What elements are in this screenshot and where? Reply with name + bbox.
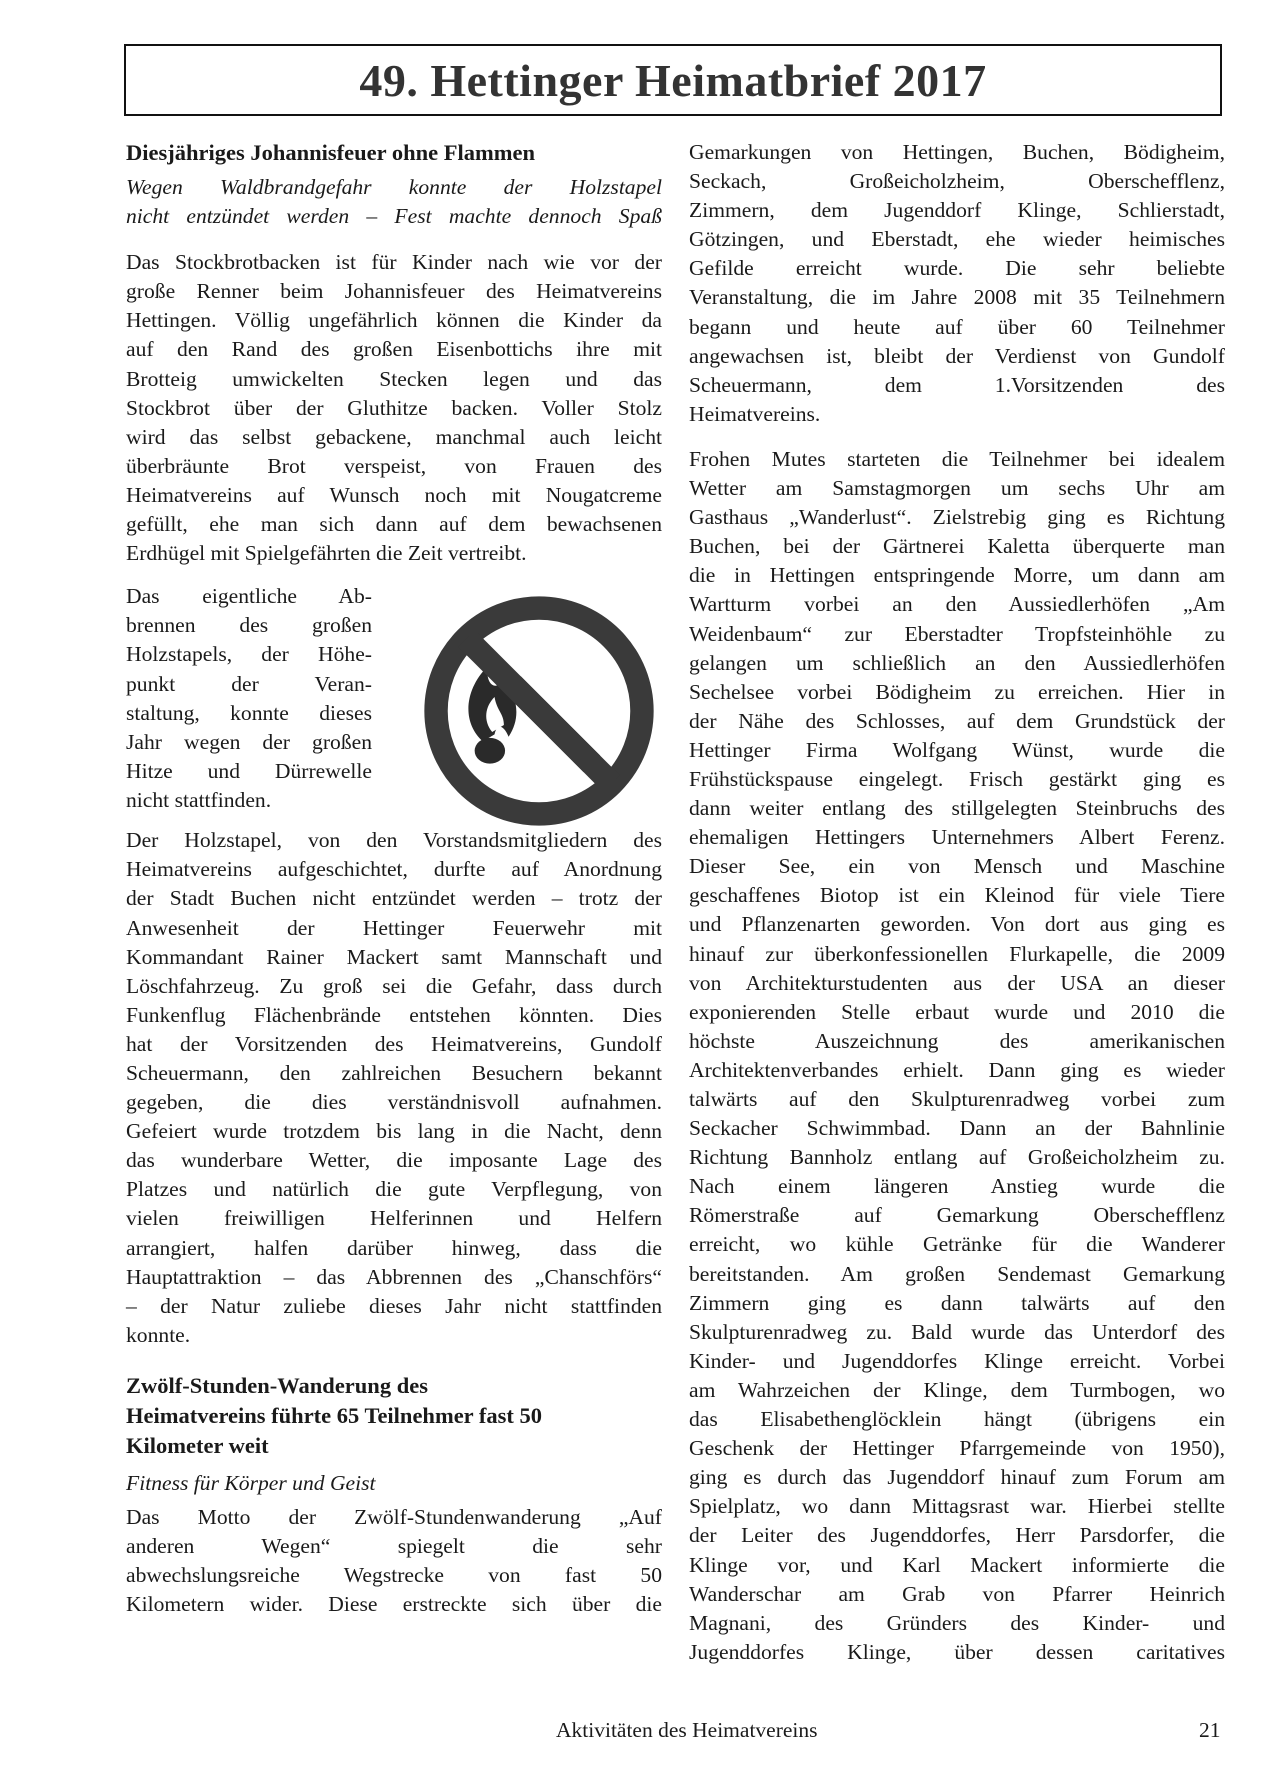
text-line: auf den Rand des großen Eisenbottichs ihre mit	[126, 337, 662, 362]
text-line: Gasthaus „Wanderlust“. Zielstrebig ging es Richtung	[689, 505, 1225, 530]
article1-paragraph3	[126, 826, 662, 1350]
text-line: erreicht, wo kühle Getränke für die Wanderer	[689, 1232, 1225, 1257]
text-line: gefüllt, ehe man sich dann auf dem bewachsenen	[126, 512, 662, 537]
text-line: Götzingen, und Eberstadt, ehe wieder heimisches	[689, 227, 1225, 252]
page-title: 49. Hettinger Heimatbrief 2017	[359, 54, 987, 106]
text-line: Kinder- und Jugenddorfes Klinge erreicht. Vorbei	[689, 1348, 1225, 1373]
article2-title	[126, 1371, 662, 1461]
text-line: Kilometern wider. Diese erstreckte sich über die	[126, 1592, 662, 1617]
text-line: am Wahrzeichen der Klinge, dem Turmbogen, wo	[689, 1377, 1225, 1402]
text-line: dann weiter entlang des stillgelegten Steinbruchs des	[689, 796, 1225, 821]
text-line: arrangiert, halfen darüber hinweg, dass die	[126, 1235, 662, 1260]
text-line: Architektenverbandes erhielt. Dann ging es wieder	[689, 1057, 1225, 1082]
text-line: talwärts auf den Skulpturenradweg vorbei zum	[689, 1087, 1225, 1111]
text-line: Funkenflug Flächenbrände entstehen könnten. Dies	[126, 1002, 662, 1027]
text-line: der Nähe des Schlosses, auf dem Grundstück der	[689, 708, 1225, 733]
text-line: Klinge vor, und Karl Mackert informierte die	[689, 1552, 1225, 1577]
text-line: Heimatvereins aufgeschichtet, durfte auf Anordnung	[126, 857, 662, 882]
article2-paragraph1	[126, 1503, 662, 1619]
text-line: Frohen Mutes starteten die Teilnehmer bei idealem	[689, 446, 1225, 471]
text-line: ging es durch das Jugenddorf hinauf zum Forum am	[689, 1465, 1225, 1490]
right-paragraph1	[689, 138, 1225, 429]
text-line: gelangen um schließlich an den Aussiedlerhöfen	[689, 650, 1225, 675]
article1-subtitle	[126, 173, 662, 231]
text-line: Scheuermann, dem 1.Vorsitzenden des	[689, 372, 1225, 397]
left-column	[126, 138, 662, 1619]
text-line: Sechelsee vorbei Bödigheim zu erreichen. Hier in	[689, 679, 1225, 704]
text-line: Jugenddorfes Klinge, über dessen caritatives	[689, 1639, 1225, 1664]
text-line: die in Hettingen entspringende Morre, um dann am	[689, 563, 1225, 588]
text-line: Hettingen. Völlig ungefährlich können die Kinder da	[126, 308, 662, 333]
text-line: Wanderschar am Grab von Pfarrer Heinrich	[689, 1581, 1225, 1606]
article1-float-section	[126, 582, 662, 812]
right-paragraph2	[689, 445, 1225, 1667]
text-line: exponierenden Stelle erbaut wurde und 2010 die	[689, 999, 1225, 1024]
text-line: das wunderbare Wetter, die imposante Lage des	[126, 1148, 662, 1173]
text-line: Zimmern ging es dann talwärts auf den	[689, 1290, 1225, 1315]
text-line: Hauptattraktion – das Abbrennen des „Chanschförs“	[126, 1264, 662, 1289]
text-line: wird das selbst gebackene, manchmal auch leicht	[126, 424, 662, 449]
text-line: Löschfahrzeug. Zu groß sei die Gefahr, dass durch	[126, 973, 662, 998]
text-line: begann und heute auf über 60 Teilnehmer	[689, 314, 1225, 339]
text-line: punkt der Veran-	[126, 671, 372, 696]
text-line: Anwesenheit der Hettinger Feuerwehr mit	[126, 915, 662, 940]
text-line: Kommandant Rainer Mackert samt Mannschaft und	[126, 944, 662, 969]
text-line: hinauf zur überkonfessionellen Flurkapelle, die 2009	[689, 941, 1225, 966]
text-line: Römerstraße auf Gemarkung Oberschefflenz	[689, 1203, 1225, 1228]
text-line: Seckach, Großeicholzheim, Oberschefflenz,	[689, 169, 1225, 194]
title-line: Heimatvereins führte 65 Teilnehmer fast 50	[126, 1402, 542, 1428]
text-line: Weidenbaum“ zur Eberstadter Tropfsteinhöhle zu	[689, 621, 1225, 646]
title-line: Zwölf-Stunden-Wanderung des	[126, 1372, 428, 1398]
text-line: Hettinger Firma Wolfgang Wünst, wurde die	[689, 737, 1225, 762]
article1-paragraph1	[126, 248, 662, 568]
text-line: Gefilde erreicht wurde. Die sehr beliebte	[689, 256, 1225, 281]
text-line: konnte.	[126, 1322, 191, 1347]
text-line: Spielplatz, wo dann Mittagsrast war. Hierbei stellte	[689, 1494, 1225, 1519]
header-box	[124, 44, 1222, 116]
text-line: nicht stattfinden.	[126, 787, 272, 812]
text-line: hat der Vorsitzenden des Heimatvereins, Gundolf	[126, 1031, 662, 1056]
no-fire-sign-icon	[422, 594, 656, 828]
text-line: Stockbrot über der Gluthitze backen. Voller Stolz	[126, 395, 662, 420]
text-line: Der Holzstapel, von den Vorstandsmitgliedern des	[126, 828, 662, 853]
text-line: und Pflanzenarten geworden. Von dort aus ging es	[689, 912, 1225, 937]
text-line: angewachsen ist, bleibt der Verdienst von Gundolf	[689, 343, 1225, 368]
text-line: Richtung Bannholz entlang auf Großeicholzheim zu.	[689, 1145, 1225, 1170]
text-line: Buchen, bei der Gärtnerei Kaletta überquerte man	[689, 534, 1225, 559]
text-line: Wartturm vorbei an den Aussiedlerhöfen „Am	[689, 592, 1225, 617]
text-line: brennen des großen	[126, 613, 372, 638]
text-line: Gefeiert wurde trotzdem bis lang in die Nacht, denn	[126, 1119, 662, 1144]
text-line: Das Motto der Zwölf-Stundenwanderung „Auf	[126, 1505, 662, 1529]
text-line: Jahr wegen der großen	[126, 729, 372, 754]
footer-section-label: Aktivitäten des Heimatvereins	[556, 1718, 818, 1742]
title-line: Kilometer weit	[126, 1432, 269, 1458]
text-line: überbräunte Brot verspeist, von Frauen des	[126, 453, 662, 478]
text-line: staltung, konnte dieses	[126, 700, 372, 725]
text-line: Heimatvereins.	[689, 401, 821, 426]
text-line: vielen freiwilligen Helferinnen und Helfern	[126, 1206, 662, 1231]
text-line: von Architekturstudenten aus der USA an dieser	[689, 970, 1225, 995]
subtitle-line: Wegen Waldbrandgefahr konnte der Holzstapel	[126, 175, 662, 199]
text-line: anderen Wegen“ spiegelt die sehr	[126, 1534, 662, 1559]
text-line: Magnani, des Gründers des Kinder- und	[689, 1610, 1225, 1635]
text-line: Nach einem längeren Anstieg wurde die	[689, 1174, 1225, 1199]
text-line: das Elisabethenglöcklein hängt (übrigens ein	[689, 1407, 1225, 1432]
page-number: 21	[1199, 1718, 1221, 1742]
text-line: Skulpturenradweg zu. Bald wurde das Unterdorf des	[689, 1319, 1225, 1344]
text-line: Veranstaltung, die im Jahre 2008 mit 35 Teilnehmern	[689, 285, 1225, 310]
text-line: Wetter am Samstagmorgen um sechs Uhr am	[689, 476, 1225, 501]
subtitle-line: nicht entzündet werden – Fest machte dennoch Spaß	[126, 204, 662, 229]
text-line: bereitstanden. Am großen Sendemast Gemarkung	[689, 1261, 1225, 1286]
text-line: Platzes und natürlich die gute Verpflegung, von	[126, 1177, 662, 1202]
text-line: gegeben, die dies verständnisvoll aufnahmen.	[126, 1090, 662, 1115]
right-column	[689, 138, 1225, 1667]
text-line: Dieser See, ein von Mensch und Maschine	[689, 854, 1225, 879]
text-line: Holzstapels, der Höhe-	[126, 642, 372, 667]
text-line: der Leiter des Jugenddorfes, Herr Parsdorfer, die	[689, 1523, 1225, 1548]
text-line: Erdhügel mit Spielgefährten die Zeit vertreibt.	[126, 541, 527, 566]
text-line: Hitze und Dürrewelle	[126, 758, 372, 783]
text-line: Das Stockbrotbacken ist für Kinder nach wie vor der	[126, 250, 662, 275]
text-line: Geschenk der Hettinger Pfarrgemeinde von 1950),	[689, 1436, 1225, 1461]
text-line: große Renner beim Johannisfeuer des Heimatvereins	[126, 279, 662, 304]
article1-paragraph2	[126, 582, 372, 815]
article1-title: Diesjähriges Johannisfeuer ohne Flammen	[126, 140, 535, 165]
text-line: geschaffenes Biotop ist ein Kleinod für viele Tiere	[689, 883, 1225, 908]
text-line: Heimatvereins auf Wunsch noch mit Nougatcreme	[126, 482, 662, 507]
text-line: höchste Auszeichnung des amerikanischen	[689, 1028, 1225, 1053]
text-line: Frühstückspause eingelegt. Frisch gestärkt ging es	[689, 766, 1225, 791]
text-line: Das eigentliche Ab-	[126, 584, 372, 609]
text-line: Brotteig umwickelten Stecken legen und das	[126, 366, 662, 391]
article2-subtitle: Fitness für Körper und Geist	[126, 1470, 376, 1495]
text-line: abwechslungsreiche Wegstrecke von fast 50	[126, 1563, 662, 1588]
text-line: – der Natur zuliebe dieses Jahr nicht stattfinden	[126, 1293, 662, 1318]
text-line: Seckacher Schwimmbad. Dann an der Bahnlinie	[689, 1116, 1225, 1141]
text-line: Zimmern, dem Jugenddorf Klinge, Schlierstadt,	[689, 198, 1225, 223]
text-line: der Stadt Buchen nicht entzündet werden – trotz der	[126, 886, 662, 911]
text-line: Gemarkungen von Hettingen, Buchen, Bödigheim,	[689, 140, 1225, 164]
text-line: Scheuermann, den zahlreichen Besuchern bekannt	[126, 1060, 662, 1085]
text-line: ehemaligen Hettingers Unternehmers Albert Ferenz.	[689, 825, 1225, 850]
